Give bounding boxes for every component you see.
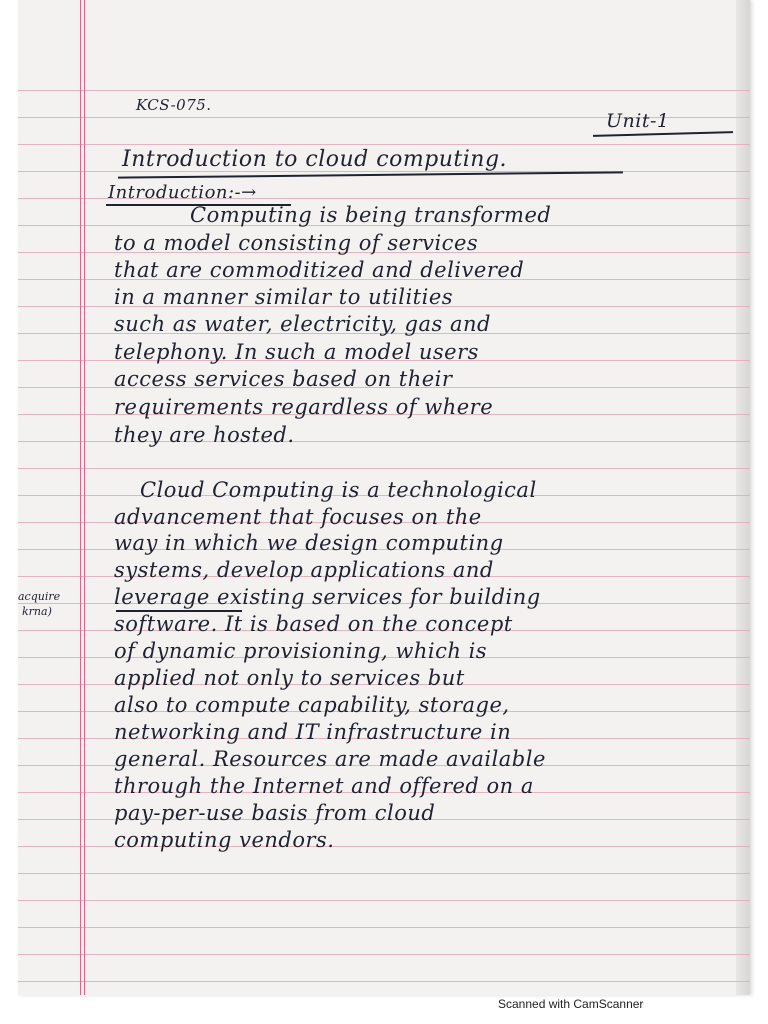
para2-line: also to compute capability, storage, xyxy=(114,693,510,717)
course-code: KCS-075. xyxy=(136,96,212,114)
ruled-line xyxy=(18,981,750,982)
para2-line: of dynamic provisioning, which is xyxy=(114,639,488,663)
para1-line: telephony. In such a model users xyxy=(114,340,479,364)
para1-line: requirements regardless of where xyxy=(114,395,494,419)
ruled-line xyxy=(18,873,750,874)
page-title: Introduction to cloud computing. xyxy=(122,147,508,172)
para2-line: advancement that focuses on the xyxy=(114,505,482,529)
subheading: Introduction:-→ xyxy=(108,182,257,203)
ruled-line xyxy=(18,900,750,901)
para1-line: such as water, electricity, gas and xyxy=(114,312,491,336)
margin-note: krna) xyxy=(22,605,52,618)
para2-line: systems, develop applications and xyxy=(114,558,494,582)
para1-line: in a manner similar to utilities xyxy=(114,285,454,309)
para2-line: through the Internet and offered on a xyxy=(114,774,534,798)
para1-line: that are commoditized and delivered xyxy=(114,258,525,282)
para2-line: networking and IT infrastructure in xyxy=(114,720,512,744)
margin-line-inner xyxy=(84,0,85,995)
para1-line: to a model consisting of services xyxy=(114,231,479,255)
ruled-line xyxy=(18,468,750,469)
para1-line: they are hosted. xyxy=(114,423,295,447)
para2-line: way in which we design computing xyxy=(114,531,504,555)
margin-line-outer xyxy=(80,0,81,995)
para2-line: Cloud Computing is a technological xyxy=(140,478,537,502)
title-underline xyxy=(118,171,623,178)
unit-underline xyxy=(593,131,733,137)
margin-note: acquire xyxy=(18,590,61,603)
unit-heading: Unit-1 xyxy=(606,110,670,132)
notebook-page xyxy=(18,0,750,995)
para2-line: software. It is based on the concept xyxy=(114,612,513,636)
para2-line: general. Resources are made available xyxy=(114,747,546,771)
para2-line: applied not only to services but xyxy=(114,666,465,690)
ruled-line xyxy=(18,90,750,91)
para2-line: pay-per-use basis from cloud xyxy=(114,801,436,825)
para2-line: leverage existing services for building xyxy=(114,585,541,609)
scanner-watermark: Scanned with CamScanner xyxy=(498,997,644,1011)
ruled-line xyxy=(18,954,750,955)
para1-line: Computing is being transformed xyxy=(190,203,552,227)
ruled-line xyxy=(18,144,750,145)
ruled-line xyxy=(18,927,750,928)
para2-line: computing vendors. xyxy=(114,828,335,852)
para1-line: access services based on their xyxy=(114,367,453,391)
